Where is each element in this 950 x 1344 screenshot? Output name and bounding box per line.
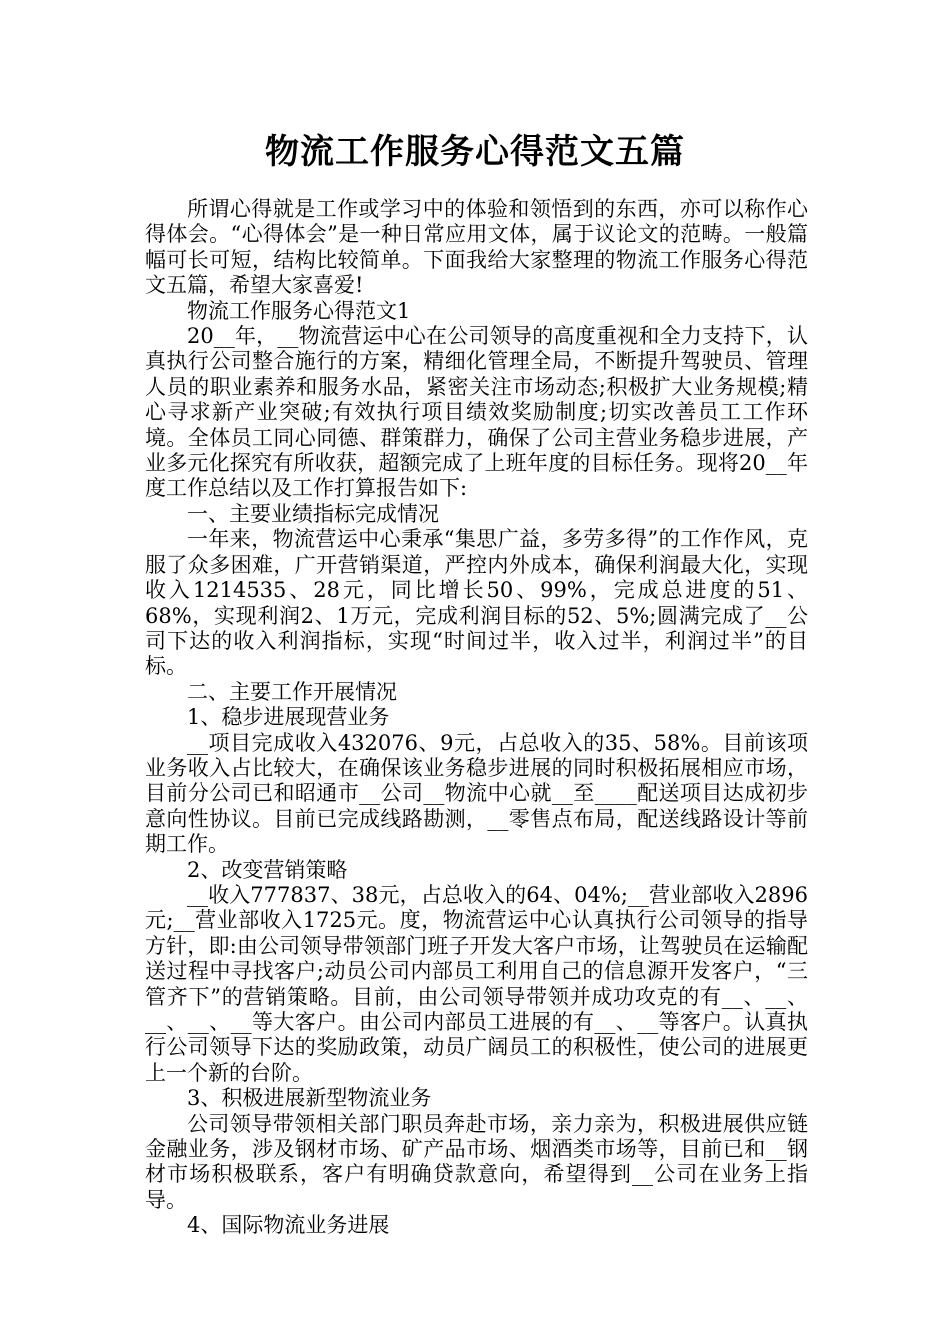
subsection-heading: 2、改变营销策略 [187,857,348,882]
subsection-heading: 4、国际物流业务进展 [187,1213,390,1238]
section-heading: 二、主要工作开展情况 [187,679,397,704]
subsection-heading: 1、稳步进展现营业务 [187,705,390,730]
document-body [145,197,808,1239]
section-heading: 一、主要业绩指标完成情况 [187,501,439,526]
body-paragraph: 公司领导带领相关部门职员奔赴市场，亲力亲为，积极进展供应链金融业务，涉及钢材市场、矿产品市场、烟酒类市场等，目前已和__钢材市场积极联系，客户有明确贷款意向，希望得到__公司在业务上指导。 [145,1111,808,1212]
subsection-heading: 3、积极进展新型物流业务 [187,1086,432,1111]
body-paragraph: 一年来，物流营运中心秉承“集思广益，多劳多得”的工作作风，克服了众多困难，广开营销渠道，严控内外成本，确保利润最大化，实现收入1214535、28元，同比增长50、99%，完成总进度的51、68%，实现利润2、1万元，完成利润目标的52、5%;圆满完成了__公司下达的收入利润指标，实现“时间过半，收入过半，利润过半”的目标。 [145,527,808,679]
body-paragraph: 20__年，__物流营运中心在公司领导的高度重视和全力支持下，认真执行公司整合施行的方案，精细化管理全局，不断提升驾驶员、管理人员的职业素养和服务水品，紧密关注市场动态;积极扩大业务规模;精心寻求新产业突破;有效执行项目绩效奖励制度;切实改善员工工作环境。全体员工同心同德、群策群力，确保了公司主营业务稳步进展，产业多元化探究有所收获，超额完成了上班年度的目标任务。现将20__年度工作总结以及工作打算报告如下: [145,324,808,501]
section-heading: 物流工作服务心得范文1 [187,298,411,323]
body-paragraph: __收入777837、38元，占总收入的64、04%;__营业部收入2896元;__营业部收入1725元。度，物流营运中心认真执行公司领导的指导方针，即:由公司领导带领部门班子开发大客户市场，让驾驶员在运输配送过程中寻找客户;动员公司内部员工利用自己的信息源开发客户，“三管齐下”的营销策略。目前，由公司领导带领并成功攻克的有__、__、__、__、__等大客户。由公司内部员工进展的有__、__等客户。认真执行公司领导下达的奖励政策，动员广阔员工的积极性，使公司的进展更上一个新的台阶。 [145,882,808,1085]
body-paragraph: __项目完成收入432076、9元，占总收入的35、58%。目前该项业务收入占比较大，在确保该业务稳步进展的同时积极拓展相应市场，目前分公司已和昭通市__公司__物流中心就__至____配送项目达成初步意向性协议。目前已完成线路勘测，__零售点布局，配送线路设计等前期工作。 [145,730,808,857]
intro-paragraph: 所谓心得就是工作或学习中的体验和领悟到的东西，亦可以称作心得体会。“心得体会”是一种日常应用文体，属于议论文的范畴。一般篇幅可长可短，结构比较简单。下面我给大家整理的物流工作服务心得范文五篇，希望大家喜爱! [145,197,808,298]
document-title: 物流工作服务心得范文五篇 [265,132,685,172]
